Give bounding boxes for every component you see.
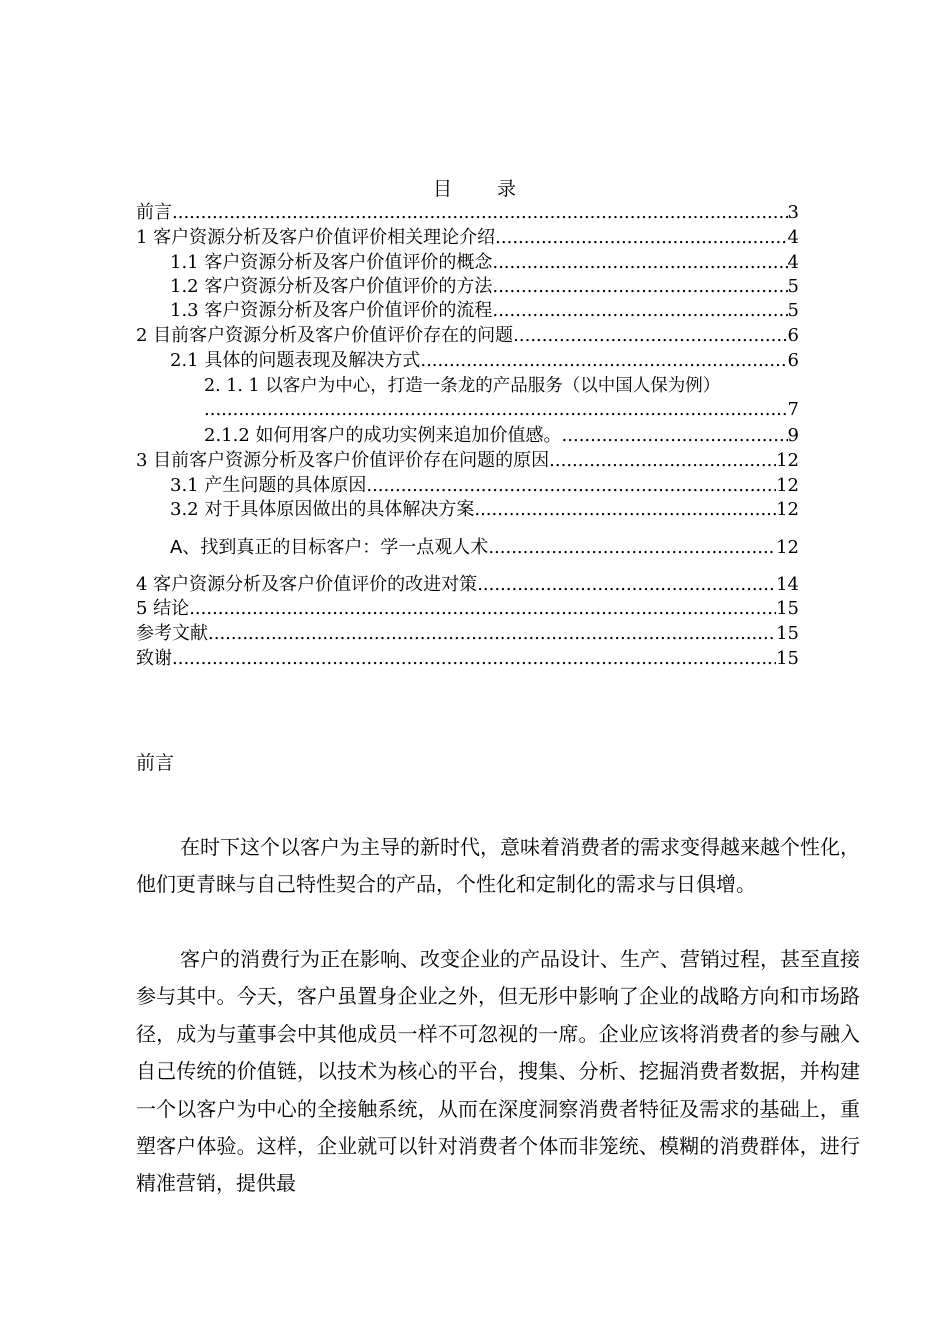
toc-entry[interactable] <box>170 350 799 372</box>
toc-entry-page: 12 <box>776 450 799 471</box>
toc-entry[interactable] <box>136 648 799 670</box>
toc-entry[interactable] <box>136 574 799 596</box>
toc-entry-label: 2. 1. 1 以客户为中心，打造一条龙的产品服务（以中国人保为例） <box>204 376 721 396</box>
toc-entry-label: 参考文献 <box>136 623 208 644</box>
toc-entry-page: 14 <box>776 574 799 595</box>
toc-entry[interactable] <box>204 375 720 397</box>
toc-entry-page: 6 <box>787 350 799 371</box>
toc-entry[interactable] <box>136 598 799 620</box>
toc-entry-page: 12 <box>776 475 799 496</box>
toc-entry-page: 15 <box>776 623 799 644</box>
toc-entry-page: 4 <box>787 252 799 273</box>
section-heading: 前言 <box>136 752 175 774</box>
toc-entry[interactable] <box>170 475 799 497</box>
toc-entry-page: 6 <box>787 325 799 346</box>
toc-entry-page: 12 <box>776 499 799 520</box>
toc-title-char: 录 <box>497 178 518 200</box>
toc-entry-label: 2.1.2 如何用客户的成功实例来追加价值感。 <box>204 425 562 446</box>
toc-entry-label: 4 客户资源分析及客户价值评价的改进对策 <box>136 574 478 595</box>
toc-entry-page: 3 <box>787 202 799 223</box>
toc-entry-label: 5 结论 <box>136 598 190 619</box>
toc-entry[interactable] <box>204 399 799 421</box>
toc-entry[interactable] <box>136 450 799 472</box>
toc-entry-label: 1.3 客户资源分析及客户价值评价的流程 <box>170 300 493 321</box>
toc-entry-page: 9 <box>787 425 799 446</box>
body-paragraph: 在时下这个以客户为主导的新时代，意味着消费者的需求变得越来越个性化，他们更青睐与自己特性契合的产品，个性化和定制化的需求与日俱增。 <box>136 835 860 897</box>
toc-entry[interactable] <box>136 227 799 249</box>
toc-entry[interactable] <box>136 325 799 347</box>
toc-entry[interactable] <box>170 300 799 322</box>
toc-entry-page: 15 <box>776 598 799 619</box>
toc-entry-page: 15 <box>776 648 799 669</box>
toc-entry-label: 3.2 对于具体原因做出的具体解决方案 <box>170 499 475 520</box>
body-paragraph: 客户的消费行为正在影响、改变企业的产品设计、生产、营销过程，甚至直接参与其中。今天，客户虽置身企业之外，但无形中影响了企业的战略方向和市场路径，成为与董事会中其他成员一样不可忽视的一席。企业应该将消费者的参与融入自己传统的价值链，以技术为核心的平台，搜集、分析、挖掘消费者数据，并构建一个以客户为中心的全接触系统，从而在深度洞察消费者特征及需求的基础上，重塑客户体验。这样，企业就可以针对消费者个体而非笼统、模糊的消费群体，进行精准营销，提供最 <box>136 947 860 1196</box>
toc-entry-page: 7 <box>787 399 799 420</box>
toc-entry-label: 1.1 客户资源分析及客户价值评价的概念 <box>170 252 493 273</box>
toc-entry-label: 前言 <box>136 202 172 223</box>
toc-entry[interactable] <box>136 202 799 224</box>
toc-entry-label: 2.1 具体的问题表现及解决方式 <box>170 350 421 371</box>
toc-entry[interactable] <box>136 623 799 645</box>
toc-entry-page: 4 <box>787 227 799 248</box>
toc-entry-page: 5 <box>787 276 799 297</box>
toc-entry-label: 3 目前客户资源分析及客户价值评价存在问题的原因 <box>136 450 550 471</box>
toc-entry[interactable] <box>170 537 799 559</box>
toc-entry[interactable] <box>170 499 799 521</box>
toc-entry[interactable] <box>204 425 799 447</box>
toc-entry[interactable] <box>170 252 799 274</box>
toc-title <box>0 174 950 201</box>
toc-entry-label: 3.1 产生问题的具体原因 <box>170 475 367 496</box>
toc-entry-label: 致谢 <box>136 648 172 669</box>
toc-entry-label: 1 客户资源分析及客户价值评价相关理论介绍 <box>136 227 496 248</box>
toc-entry-label: 1.2 客户资源分析及客户价值评价的方法 <box>170 276 493 297</box>
toc-entry-page: 5 <box>787 300 799 321</box>
toc-entry[interactable] <box>170 276 799 298</box>
toc-entry-page: 12 <box>776 537 799 558</box>
toc-entry-label: 2 目前客户资源分析及客户价值评价存在的问题 <box>136 325 514 346</box>
toc-title-char: 目 <box>432 178 453 200</box>
toc-entry-label: A、找到真正的目标客户：学一点观人术 <box>170 537 489 558</box>
